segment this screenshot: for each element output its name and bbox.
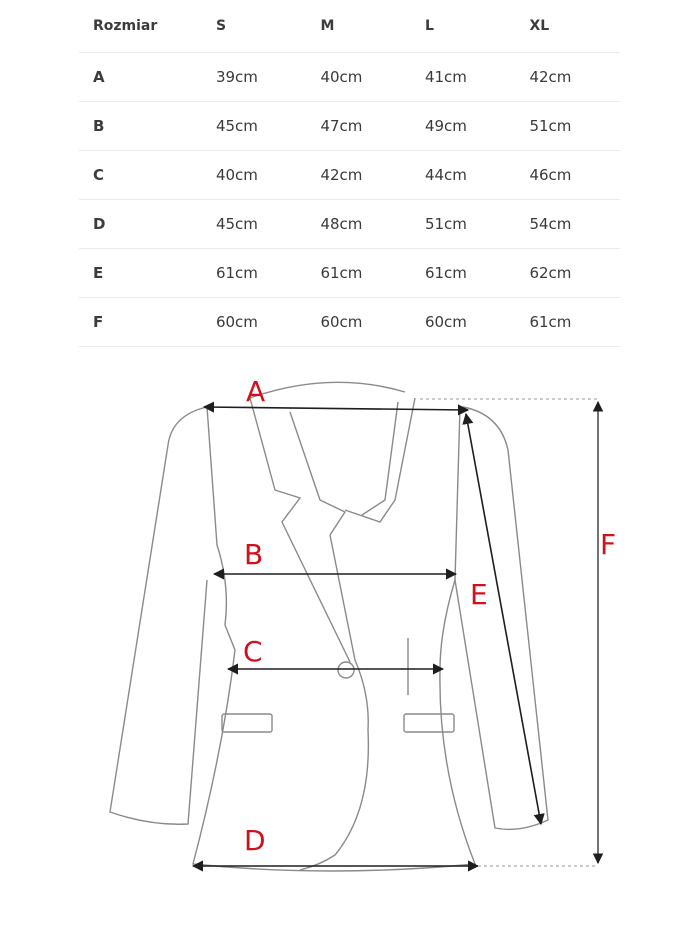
table-cell: 45cm: [202, 200, 307, 249]
table-row: [79, 200, 620, 249]
header-size: Rozmiar: [79, 0, 202, 53]
table-cell: 46cm: [515, 151, 620, 200]
label-c: C: [243, 635, 263, 668]
header-m: M: [306, 0, 411, 53]
table-cell: 51cm: [515, 102, 620, 151]
table-row: [79, 298, 620, 347]
table-row: [79, 53, 620, 102]
table-cell: 40cm: [202, 151, 307, 200]
table-cell: 42cm: [515, 53, 620, 102]
label-a: A: [246, 375, 266, 408]
label-d: D: [244, 824, 266, 857]
table-row: [79, 102, 620, 151]
header-l: L: [411, 0, 516, 53]
measure-a-line: [204, 407, 468, 410]
table-cell: 39cm: [202, 53, 307, 102]
table-cell: 62cm: [515, 249, 620, 298]
row-label: A: [79, 53, 202, 102]
table-cell: 61cm: [202, 249, 307, 298]
table-header-row: [79, 0, 620, 53]
table-row: [79, 249, 620, 298]
table-cell: 61cm: [306, 249, 411, 298]
measure-e-line: [466, 414, 541, 824]
table-cell: 60cm: [306, 298, 411, 347]
table-cell: 41cm: [411, 53, 516, 102]
table-row: [79, 151, 620, 200]
table-cell: 48cm: [306, 200, 411, 249]
table-cell: 47cm: [306, 102, 411, 151]
table-cell: 51cm: [411, 200, 516, 249]
table-cell: 61cm: [411, 249, 516, 298]
label-b: B: [244, 538, 264, 571]
label-f: F: [600, 528, 617, 561]
table-cell: 54cm: [515, 200, 620, 249]
jacket-outline: [110, 382, 548, 871]
table-cell: 40cm: [306, 53, 411, 102]
row-label: E: [79, 249, 202, 298]
row-label: D: [79, 200, 202, 249]
header-xl: XL: [515, 0, 620, 53]
label-e: E: [470, 578, 488, 611]
row-label: C: [79, 151, 202, 200]
row-label: F: [79, 298, 202, 347]
measurement-lines: [193, 399, 598, 866]
jacket-measurement-diagram: [0, 350, 700, 933]
measurement-labels: [243, 375, 616, 857]
header-s: S: [202, 0, 307, 53]
table-cell: 44cm: [411, 151, 516, 200]
row-label: B: [79, 102, 202, 151]
size-chart-table: [79, 0, 620, 347]
table-cell: 61cm: [515, 298, 620, 347]
table-cell: 60cm: [411, 298, 516, 347]
table-cell: 42cm: [306, 151, 411, 200]
table-cell: 49cm: [411, 102, 516, 151]
table-cell: 60cm: [202, 298, 307, 347]
table-cell: 45cm: [202, 102, 307, 151]
